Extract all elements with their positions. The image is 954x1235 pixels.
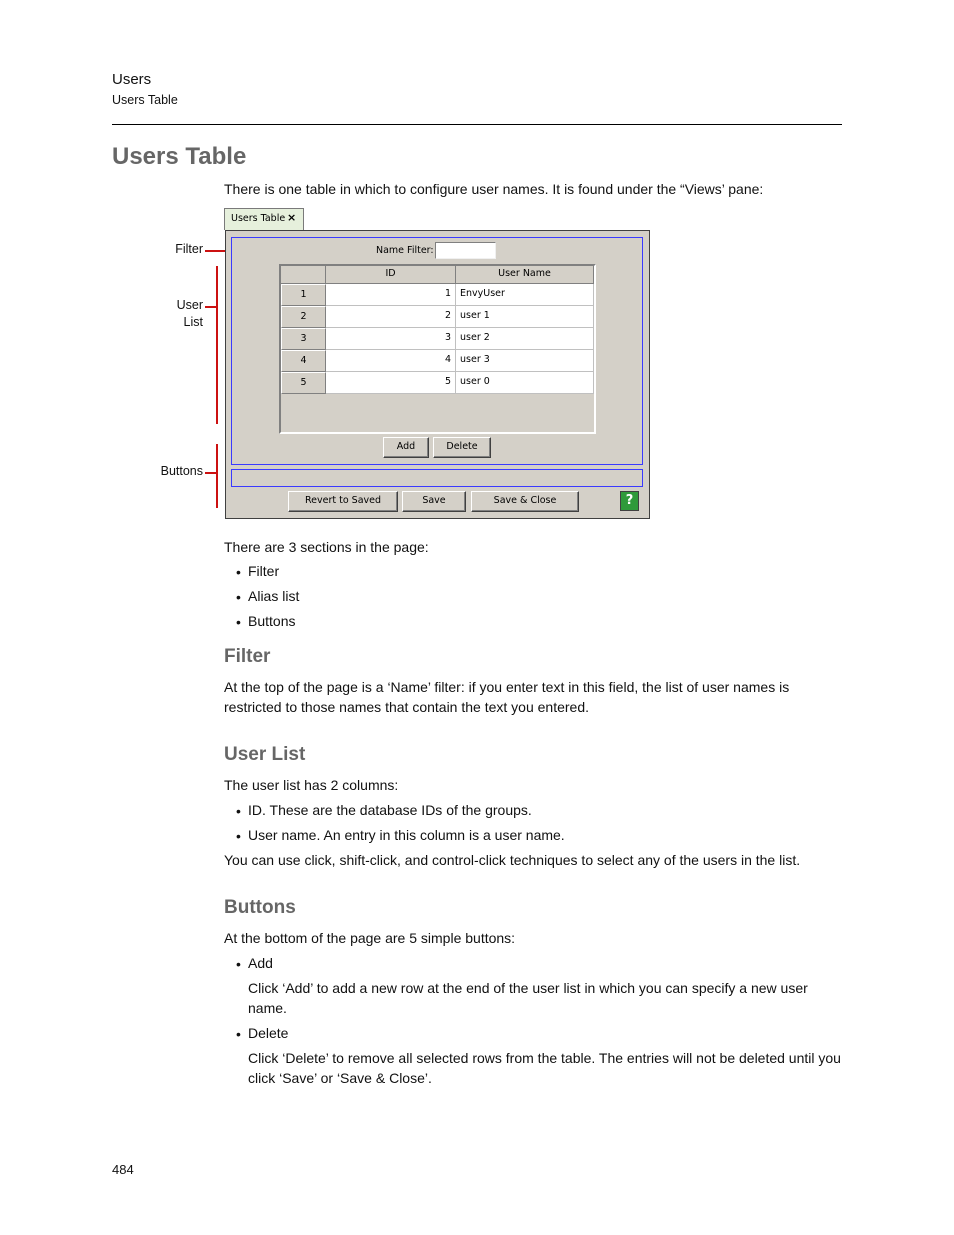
cell-user-name[interactable]: user 2 (456, 328, 594, 350)
close-icon[interactable]: × (287, 211, 297, 224)
callout-user-list-tick (205, 306, 217, 308)
page-number: 484 (112, 1162, 134, 1177)
filter-heading: Filter (224, 646, 271, 667)
grid-corner (281, 266, 326, 284)
column-header-user-name[interactable]: User Name (456, 266, 594, 284)
bullet: • (236, 564, 241, 580)
add-item-title: Add (248, 955, 273, 971)
save-and-close-button[interactable]: Save & Close (471, 491, 579, 512)
row-header[interactable]: 2 (281, 306, 326, 328)
running-header-subtitle: Users Table (112, 93, 178, 107)
callout-user-list-bracket (216, 266, 218, 424)
cell-user-name[interactable]: user 1 (456, 306, 594, 328)
callout-user-line1: User (176, 298, 203, 312)
bullet: • (236, 956, 241, 972)
cell-id[interactable]: 4 (326, 350, 456, 372)
save-button[interactable]: Save (402, 491, 466, 512)
column-header-id[interactable]: ID (326, 266, 456, 284)
row-header[interactable]: 4 (281, 350, 326, 372)
name-filter-input[interactable] (435, 242, 496, 259)
callout-buttons-bracket (216, 444, 218, 508)
cell-id[interactable]: 3 (326, 328, 456, 350)
bullet: • (236, 1026, 241, 1042)
row-header[interactable]: 5 (281, 372, 326, 394)
intro-paragraph: There is one table in which to configure user names. It is found under the “Views’ pane: (224, 181, 764, 197)
running-header-title: Users (112, 71, 152, 88)
sections-intro: There are 3 sections in the page: (224, 539, 429, 555)
user-list-grid (279, 264, 596, 434)
cell-user-name[interactable]: EnvyUser (456, 284, 594, 306)
section-list-item: Buttons (248, 613, 296, 629)
delete-button[interactable]: Delete (433, 437, 491, 458)
cell-id[interactable]: 1 (326, 284, 456, 306)
callout-buttons-tick (205, 472, 217, 474)
user-list-item: User name. An entry in this column is a user name. (248, 827, 565, 843)
user-list-intro: The user list has 2 columns: (224, 777, 399, 793)
callout-buttons: Buttons (160, 464, 203, 478)
callout-filter: Filter (175, 242, 203, 256)
cell-user-name[interactable]: user 0 (456, 372, 594, 394)
bullet: • (236, 803, 241, 819)
row-header[interactable]: 1 (281, 284, 326, 306)
tab-label: Users Table (231, 213, 286, 224)
users-table-panel (225, 230, 650, 519)
add-button[interactable]: Add (383, 437, 429, 458)
bullet: • (236, 614, 241, 630)
cell-user-name[interactable]: user 3 (456, 350, 594, 372)
section-list-item: Alias list (248, 588, 300, 604)
revert-to-saved-button[interactable]: Revert to Saved (288, 491, 398, 512)
cell-id[interactable]: 5 (326, 372, 456, 394)
section-list-item: Filter (248, 563, 280, 579)
user-list-item: ID. These are the database IDs of the groups. (248, 802, 532, 818)
filter-paragraph: At the top of the page is a ‘Name’ filter: if you enter text in this field, the list of user names is restricted to those names that contain the text you entered. (224, 679, 790, 715)
bullet: • (236, 828, 241, 844)
buttons-intro: At the bottom of the page are 5 simple buttons: (224, 930, 516, 946)
buttons-section-frame (231, 469, 643, 487)
delete-item-title: Delete (248, 1025, 289, 1041)
page-title: Users Table (112, 143, 247, 170)
tab-users-table[interactable] (224, 208, 304, 230)
header-rule (112, 124, 842, 125)
user-list-outro: You can use click, shift-click, and control-click techniques to select any of the users in the list. (224, 852, 801, 868)
row-header[interactable]: 3 (281, 328, 326, 350)
user-list-heading: User List (224, 744, 306, 765)
name-filter-label: Name Filter: (376, 245, 434, 256)
delete-item-text: Click ‘Delete’ to remove all selected rows from the table. The entries will not be deleted until you click ‘Save’ or ‘Save & Close’. (248, 1050, 841, 1086)
cell-id[interactable]: 2 (326, 306, 456, 328)
callout-user-line2: List (183, 315, 203, 329)
bullet: • (236, 589, 241, 605)
add-item-text: Click ‘Add’ to add a new row at the end of the user list in which you can specify a new user name. (248, 980, 808, 1016)
help-icon[interactable]: ? (620, 491, 639, 511)
buttons-heading: Buttons (224, 897, 296, 918)
